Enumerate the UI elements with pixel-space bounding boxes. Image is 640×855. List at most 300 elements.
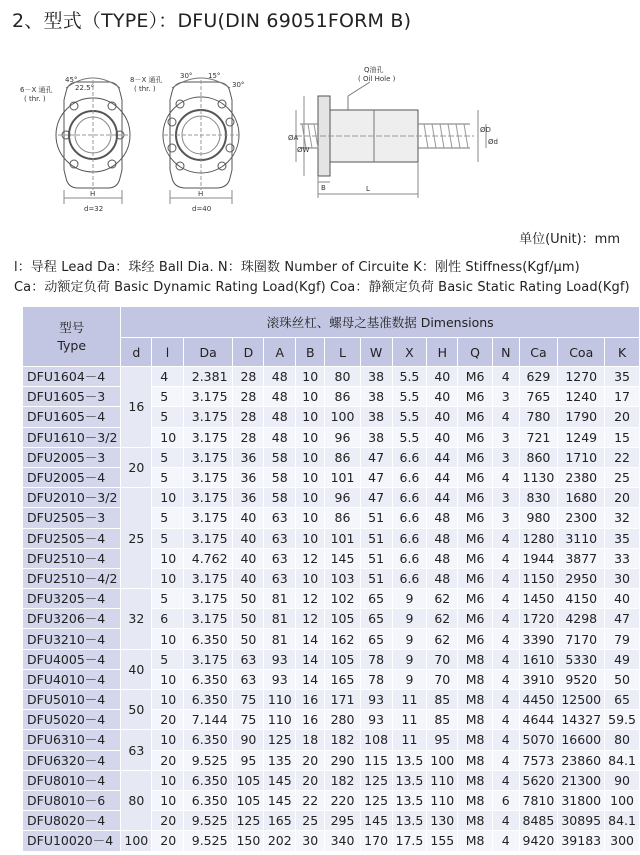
value-cell: 4	[492, 669, 519, 689]
value-cell: 780	[519, 407, 558, 427]
value-cell: 5620	[519, 770, 558, 790]
value-cell: 14327	[558, 710, 605, 730]
value-cell: 10	[296, 427, 325, 447]
value-cell: 6.350	[183, 629, 233, 649]
value-cell: 20	[605, 407, 640, 427]
value-cell: 4	[492, 568, 519, 588]
value-cell: 1130	[519, 467, 558, 487]
value-cell: 40	[233, 508, 264, 528]
d-cell: 50	[121, 690, 152, 730]
value-cell: 48	[427, 568, 458, 588]
value-cell: 135	[264, 750, 296, 770]
value-cell: 10	[296, 367, 325, 387]
value-cell: 28	[233, 427, 264, 447]
value-cell: 13.5	[392, 811, 427, 831]
label-d40: d=40	[192, 205, 212, 213]
value-cell: 110	[427, 770, 458, 790]
dimensions-header: 滚珠丝杠、螺母之基准数据 Dimensions	[121, 307, 640, 338]
value-cell: 44	[427, 488, 458, 508]
type-header	[23, 307, 121, 367]
value-cell: 3.175	[183, 427, 233, 447]
label-dim-a: ØA	[288, 134, 299, 142]
value-cell: 80	[605, 730, 640, 750]
column-header: X	[392, 338, 427, 367]
value-cell: 36	[233, 488, 264, 508]
value-cell: 220	[325, 790, 360, 810]
value-cell: M8	[458, 649, 493, 669]
value-cell: 62	[427, 629, 458, 649]
value-cell: 125	[360, 770, 392, 790]
value-cell: 4298	[558, 609, 605, 629]
value-cell: 3110	[558, 528, 605, 548]
value-cell: 4	[492, 750, 519, 770]
value-cell: 150	[233, 831, 264, 851]
label-angle-15: 15°	[208, 72, 221, 80]
table-row	[23, 609, 640, 629]
label-h-left: H	[90, 190, 96, 198]
value-cell: 3.175	[183, 488, 233, 508]
value-cell: 12	[296, 609, 325, 629]
value-cell: M6	[458, 467, 493, 487]
value-cell: 6	[492, 790, 519, 810]
value-cell: M8	[458, 831, 493, 851]
value-cell: 3.175	[183, 447, 233, 467]
value-cell: 81	[264, 609, 296, 629]
value-cell: 65	[360, 609, 392, 629]
value-cell: 10	[296, 447, 325, 467]
table-row	[23, 488, 640, 508]
value-cell: 7573	[519, 750, 558, 770]
value-cell: 100	[325, 407, 360, 427]
value-cell: 9	[392, 669, 427, 689]
value-cell: 78	[360, 649, 392, 669]
value-cell: 48	[427, 528, 458, 548]
value-cell: 4	[492, 690, 519, 710]
value-cell: 40	[233, 568, 264, 588]
label-dim-w: ØW	[297, 146, 310, 154]
value-cell: 3.175	[183, 407, 233, 427]
value-cell: 5	[152, 528, 183, 548]
value-cell: 3	[492, 427, 519, 447]
value-cell: 5	[152, 508, 183, 528]
value-cell: 155	[427, 831, 458, 851]
table-row	[23, 407, 640, 427]
value-cell: 9	[392, 629, 427, 649]
value-cell: 10	[296, 508, 325, 528]
value-cell: 81	[264, 589, 296, 609]
value-cell: 300	[605, 831, 640, 851]
type-cell: DFU3210－4	[23, 629, 121, 649]
value-cell: 84.1	[605, 750, 640, 770]
value-cell: 100	[605, 790, 640, 810]
table-row	[23, 508, 640, 528]
value-cell: 7.144	[183, 710, 233, 730]
value-cell: 86	[325, 508, 360, 528]
value-cell: 4	[492, 770, 519, 790]
value-cell: 100	[427, 750, 458, 770]
value-cell: 5330	[558, 649, 605, 669]
value-cell: 44	[427, 447, 458, 467]
value-cell: 4644	[519, 710, 558, 730]
type-cell: DFU8010－4	[23, 770, 121, 790]
value-cell: 58	[264, 488, 296, 508]
value-cell: 7170	[558, 629, 605, 649]
type-cell: DFU3205－4	[23, 589, 121, 609]
value-cell: 85	[427, 690, 458, 710]
value-cell: 830	[519, 488, 558, 508]
value-cell: 130	[427, 811, 458, 831]
value-cell: 50	[233, 609, 264, 629]
value-cell: M6	[458, 548, 493, 568]
d-cell: 16	[121, 367, 152, 448]
d-cell: 63	[121, 730, 152, 770]
value-cell: 162	[325, 629, 360, 649]
value-cell: 62	[427, 609, 458, 629]
value-cell: 11	[392, 730, 427, 750]
value-cell: 93	[264, 669, 296, 689]
technical-drawing	[0, 60, 640, 220]
value-cell: 6.350	[183, 730, 233, 750]
value-cell: 40	[605, 589, 640, 609]
value-cell: M6	[458, 447, 493, 467]
value-cell: 4	[152, 367, 183, 387]
value-cell: 90	[233, 730, 264, 750]
value-cell: 6.6	[392, 508, 427, 528]
value-cell: 1240	[558, 387, 605, 407]
value-cell: 101	[325, 467, 360, 487]
value-cell: 10	[152, 427, 183, 447]
type-cell: DFU2505－4	[23, 528, 121, 548]
value-cell: 182	[325, 730, 360, 750]
value-cell: 15	[605, 427, 640, 447]
value-cell: 32	[605, 508, 640, 528]
value-cell: 10	[296, 488, 325, 508]
type-cell: DFU4005－4	[23, 649, 121, 669]
value-cell: 3877	[558, 548, 605, 568]
value-cell: 4	[492, 467, 519, 487]
value-cell: 20	[152, 811, 183, 831]
value-cell: M8	[458, 690, 493, 710]
value-cell: 20	[296, 750, 325, 770]
value-cell: 4	[492, 831, 519, 851]
value-cell: 3.175	[183, 387, 233, 407]
value-cell: 3390	[519, 629, 558, 649]
column-header: l	[152, 338, 183, 367]
value-cell: 51	[360, 528, 392, 548]
value-cell: 96	[325, 427, 360, 447]
value-cell: 145	[264, 790, 296, 810]
value-cell: 3.175	[183, 568, 233, 588]
value-cell: 28	[233, 387, 264, 407]
legend-line-2: Ca：动额定负荷 Basic Dynamic Rating Load(Kgf) Coa：静额定负荷 Basic Static Rating Load(Kgf)	[14, 280, 630, 295]
value-cell: 14	[296, 629, 325, 649]
column-header: K	[605, 338, 640, 367]
value-cell: 6	[152, 609, 183, 629]
d-cell: 25	[121, 488, 152, 589]
type-cell: DFU1604－4	[23, 367, 121, 387]
value-cell: 22	[605, 447, 640, 467]
value-cell: 125	[360, 790, 392, 810]
value-cell: 93	[360, 690, 392, 710]
value-cell: 3	[492, 488, 519, 508]
value-cell: 105	[325, 609, 360, 629]
table-row	[23, 690, 640, 710]
value-cell: 30	[605, 568, 640, 588]
column-header: N	[492, 338, 519, 367]
column-header: Ca	[519, 338, 558, 367]
value-cell: 980	[519, 508, 558, 528]
value-cell: 84.1	[605, 811, 640, 831]
value-cell: 78	[360, 669, 392, 689]
value-cell: 6.6	[392, 568, 427, 588]
type-cell: DFU5010－4	[23, 690, 121, 710]
value-cell: 102	[325, 589, 360, 609]
value-cell: 3.175	[183, 508, 233, 528]
label-6x-hole: 6－X 通孔	[20, 86, 53, 94]
table-row	[23, 790, 640, 810]
column-header: B	[296, 338, 325, 367]
value-cell: 10	[152, 669, 183, 689]
value-cell: 95	[233, 750, 264, 770]
value-cell: 10	[152, 629, 183, 649]
type-cell: DFU1605－3	[23, 387, 121, 407]
type-cell: DFU10020－4	[23, 831, 121, 851]
column-header: L	[325, 338, 360, 367]
value-cell: 93	[264, 649, 296, 669]
value-cell: 5.5	[392, 427, 427, 447]
value-cell: 49	[605, 649, 640, 669]
value-cell: 20	[605, 488, 640, 508]
type-cell: DFU1605－4	[23, 407, 121, 427]
table-row	[23, 548, 640, 568]
value-cell: 1150	[519, 568, 558, 588]
value-cell: 295	[325, 811, 360, 831]
value-cell: 22	[296, 790, 325, 810]
type-cell: DFU8010－6	[23, 790, 121, 810]
value-cell: 202	[264, 831, 296, 851]
value-cell: 110	[264, 710, 296, 730]
type-cell: DFU2505－3	[23, 508, 121, 528]
table-row	[23, 568, 640, 588]
value-cell: 21300	[558, 770, 605, 790]
value-cell: 2300	[558, 508, 605, 528]
value-cell: 1720	[519, 609, 558, 629]
value-cell: 36	[233, 467, 264, 487]
d-cell: 100	[121, 831, 152, 851]
value-cell: 10	[296, 387, 325, 407]
type-cell: DFU4010－4	[23, 669, 121, 689]
value-cell: 9	[392, 609, 427, 629]
value-cell: 721	[519, 427, 558, 447]
value-cell: 12	[296, 548, 325, 568]
value-cell: M8	[458, 790, 493, 810]
value-cell: 145	[264, 770, 296, 790]
table-row	[23, 831, 640, 851]
value-cell: 5.5	[392, 387, 427, 407]
value-cell: 8485	[519, 811, 558, 831]
value-cell: M6	[458, 568, 493, 588]
value-cell: 79	[605, 629, 640, 649]
label-angle-30-left: 30°	[180, 72, 193, 80]
type-cell: DFU6320－4	[23, 750, 121, 770]
value-cell: 17	[605, 387, 640, 407]
label-6x-thr: ( thr. )	[24, 95, 46, 103]
value-cell: 145	[360, 811, 392, 831]
value-cell: 65	[605, 690, 640, 710]
value-cell: 9420	[519, 831, 558, 851]
value-cell: 35	[605, 367, 640, 387]
d-cell: 32	[121, 589, 152, 650]
unit-label: 单位(Unit)：mm	[519, 232, 620, 247]
table-row	[23, 367, 640, 387]
value-cell: 80	[325, 367, 360, 387]
value-cell: 10	[296, 407, 325, 427]
value-cell: 47	[605, 609, 640, 629]
value-cell: 63	[233, 669, 264, 689]
value-cell: 47	[360, 467, 392, 487]
value-cell: 63	[264, 568, 296, 588]
value-cell: 47	[360, 488, 392, 508]
value-cell: 96	[325, 488, 360, 508]
dimensions-table	[22, 306, 640, 852]
value-cell: 4	[492, 811, 519, 831]
value-cell: 125	[233, 811, 264, 831]
value-cell: 70	[427, 669, 458, 689]
value-cell: 58	[264, 467, 296, 487]
value-cell: 86	[325, 387, 360, 407]
value-cell: 10	[152, 730, 183, 750]
value-cell: 9.525	[183, 831, 233, 851]
value-cell: 48	[427, 548, 458, 568]
value-cell: 31800	[558, 790, 605, 810]
label-dim-b: B	[321, 184, 326, 192]
value-cell: 10	[152, 548, 183, 568]
table-row	[23, 467, 640, 487]
type-cell: DFU6310－4	[23, 730, 121, 750]
value-cell: 115	[360, 750, 392, 770]
value-cell: 5070	[519, 730, 558, 750]
value-cell: 40	[427, 407, 458, 427]
value-cell: 16	[296, 710, 325, 730]
value-cell: 165	[325, 669, 360, 689]
value-cell: 10	[296, 528, 325, 548]
value-cell: 3.175	[183, 467, 233, 487]
value-cell: 1270	[558, 367, 605, 387]
table-row	[23, 649, 640, 669]
value-cell: 25	[296, 811, 325, 831]
value-cell: 10	[152, 770, 183, 790]
value-cell: M6	[458, 407, 493, 427]
column-header: Coa	[558, 338, 605, 367]
value-cell: 6.6	[392, 548, 427, 568]
value-cell: 85	[427, 710, 458, 730]
flange-drawing-d32	[56, 78, 130, 204]
value-cell: 39183	[558, 831, 605, 851]
value-cell: 28	[233, 367, 264, 387]
value-cell: 5.5	[392, 407, 427, 427]
value-cell: M6	[458, 609, 493, 629]
value-cell: 3.175	[183, 609, 233, 629]
value-cell: 4450	[519, 690, 558, 710]
value-cell: 40	[427, 367, 458, 387]
value-cell: 6.350	[183, 669, 233, 689]
value-cell: 1680	[558, 488, 605, 508]
value-cell: 6.6	[392, 467, 427, 487]
value-cell: 765	[519, 387, 558, 407]
value-cell: 65	[360, 589, 392, 609]
value-cell: 33	[605, 548, 640, 568]
type-cell: DFU3206－4	[23, 609, 121, 629]
value-cell: 70	[427, 649, 458, 669]
value-cell: 1280	[519, 528, 558, 548]
value-cell: 3.175	[183, 528, 233, 548]
value-cell: M6	[458, 589, 493, 609]
value-cell: 30895	[558, 811, 605, 831]
value-cell: 48	[264, 407, 296, 427]
value-cell: 38	[360, 387, 392, 407]
label-dim-d-small: Ød	[488, 138, 498, 146]
value-cell: 4	[492, 407, 519, 427]
type-cell: DFU2005－3	[23, 447, 121, 467]
value-cell: 5.5	[392, 367, 427, 387]
d-cell: 20	[121, 447, 152, 487]
table-row	[23, 528, 640, 548]
label-8x-thr: ( thr. )	[134, 85, 156, 93]
value-cell: 9.525	[183, 750, 233, 770]
value-cell: 50	[605, 669, 640, 689]
value-cell: 12	[296, 589, 325, 609]
value-cell: 10	[296, 467, 325, 487]
type-cell: DFU2005－4	[23, 467, 121, 487]
value-cell: 145	[325, 548, 360, 568]
type-header-cn: 型号	[59, 319, 85, 335]
label-oil-hole-en: ( Oil Hole )	[358, 75, 396, 83]
value-cell: 10	[152, 488, 183, 508]
value-cell: 30	[296, 831, 325, 851]
value-cell: 48	[427, 508, 458, 528]
value-cell: 4	[492, 649, 519, 669]
value-cell: 38	[360, 367, 392, 387]
value-cell: M8	[458, 770, 493, 790]
value-cell: M8	[458, 669, 493, 689]
value-cell: 50	[233, 589, 264, 609]
value-cell: 4	[492, 730, 519, 750]
type-cell: DFU8020－4	[23, 811, 121, 831]
value-cell: 4	[492, 589, 519, 609]
value-cell: M6	[458, 367, 493, 387]
value-cell: 25	[605, 467, 640, 487]
value-cell: 48	[264, 427, 296, 447]
label-angle-30-right: 30°	[232, 81, 245, 89]
value-cell: 10	[296, 568, 325, 588]
value-cell: 5	[152, 589, 183, 609]
value-cell: 3	[492, 508, 519, 528]
type-cell: DFU2510－4/2	[23, 568, 121, 588]
column-header: A	[264, 338, 296, 367]
table-row	[23, 770, 640, 790]
value-cell: 20	[152, 750, 183, 770]
value-cell: 1610	[519, 649, 558, 669]
value-cell: 4150	[558, 589, 605, 609]
label-angle-22-5: 22.5°	[75, 84, 95, 92]
label-dim-d: ØD	[480, 126, 491, 134]
value-cell: 62	[427, 589, 458, 609]
value-cell: 9.525	[183, 811, 233, 831]
value-cell: 11	[392, 690, 427, 710]
value-cell: 13.5	[392, 770, 427, 790]
value-cell: 16600	[558, 730, 605, 750]
value-cell: 38	[360, 407, 392, 427]
